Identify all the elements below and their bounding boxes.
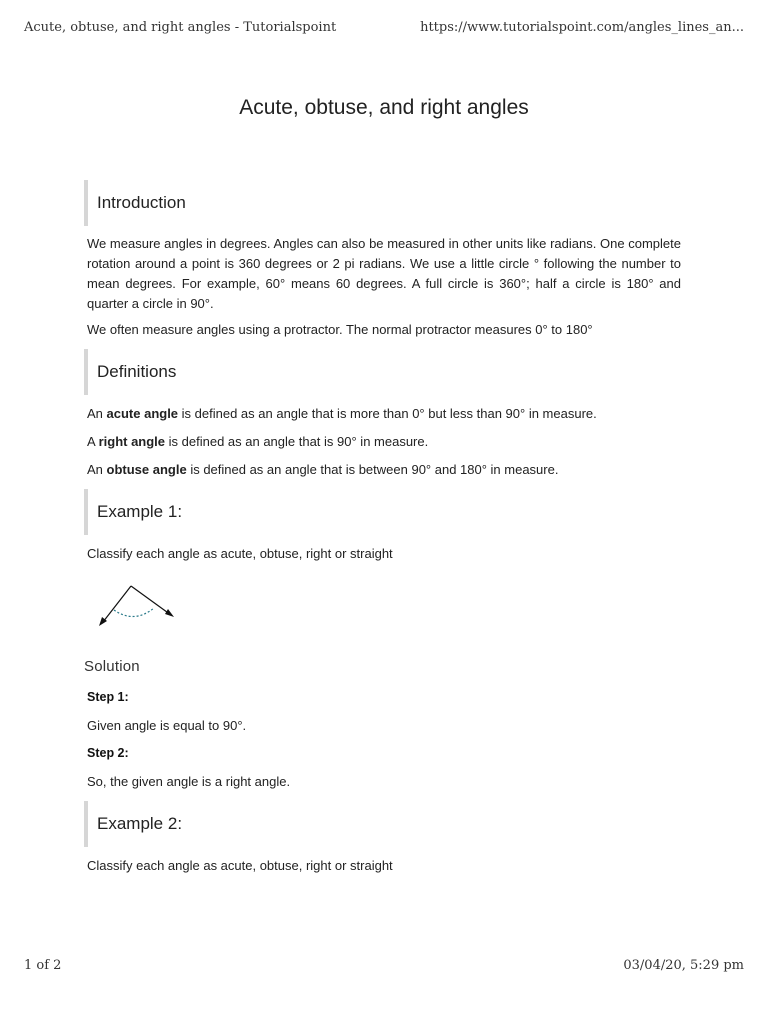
angle-arc xyxy=(114,608,154,617)
page-number: 1 of 2 xyxy=(24,958,62,973)
example-2-prompt: Classify each angle as acute, obtuse, right or straight xyxy=(87,858,393,873)
definition-right xyxy=(87,432,681,452)
introduction-paragraph-1: We measure angles in degrees. Angles can also be measured in other units like radians. One complete rotation around a point is 360 degrees or 2 pi radians. We use a little circle ° following the number to mean degrees. For example, 60° means 60 degrees. A full circle is 360°; half a circle is 180° and quarter a circle in 90°. xyxy=(87,236,681,311)
step-1-label: Step 1: xyxy=(87,690,129,704)
definition-obtuse-term: obtuse angle xyxy=(106,462,187,477)
section-heading-introduction: Introduction xyxy=(84,180,677,226)
definition-acute-suffix: is defined as an angle that is more than 0° but less than 90° in measure. xyxy=(178,406,597,421)
step-2-label: Step 2: xyxy=(87,746,129,760)
definition-obtuse-prefix: An xyxy=(87,462,107,477)
definition-right-suffix: is defined as an angle that is 90° in measure. xyxy=(165,434,429,449)
page-title: Acute, obtuse, and right angles xyxy=(239,96,529,119)
section-heading-example-1: Example 1: xyxy=(84,489,677,535)
introduction-paragraph-2: We often measure angles using a protractor. The normal protractor measures 0° to 180° xyxy=(87,322,593,337)
print-header-url: https://www.tutorialspoint.com/angles_lines_an... xyxy=(420,20,744,35)
step-2-text: So, the given angle is a right angle. xyxy=(87,774,291,789)
example-1-prompt: Classify each angle as acute, obtuse, right or straight xyxy=(87,546,393,561)
angle-arrowhead-right xyxy=(165,609,174,617)
print-footer xyxy=(24,958,744,978)
definition-obtuse xyxy=(87,460,681,480)
step-1-text: Given angle is equal to 90°. xyxy=(87,718,247,733)
print-datetime: 03/04/20, 5:29 pm xyxy=(623,958,744,973)
definition-right-prefix: A xyxy=(87,434,99,449)
angle-ray-right xyxy=(131,586,171,615)
solution-heading: Solution xyxy=(84,658,140,675)
definition-acute-term: acute angle xyxy=(106,406,179,421)
angle-figure xyxy=(96,582,180,628)
definition-right-term: right angle xyxy=(98,434,166,449)
definition-obtuse-suffix: is defined as an angle that is between 90° and 180° in measure. xyxy=(186,462,559,477)
definition-acute-prefix: An xyxy=(87,406,107,421)
section-heading-example-2: Example 2: xyxy=(84,801,677,847)
definition-acute xyxy=(87,404,681,424)
print-header-title: Acute, obtuse, and right angles - Tutorialspoint xyxy=(24,20,337,35)
section-heading-definitions: Definitions xyxy=(84,349,677,395)
angle-ray-left xyxy=(103,586,131,622)
print-header xyxy=(24,20,744,40)
